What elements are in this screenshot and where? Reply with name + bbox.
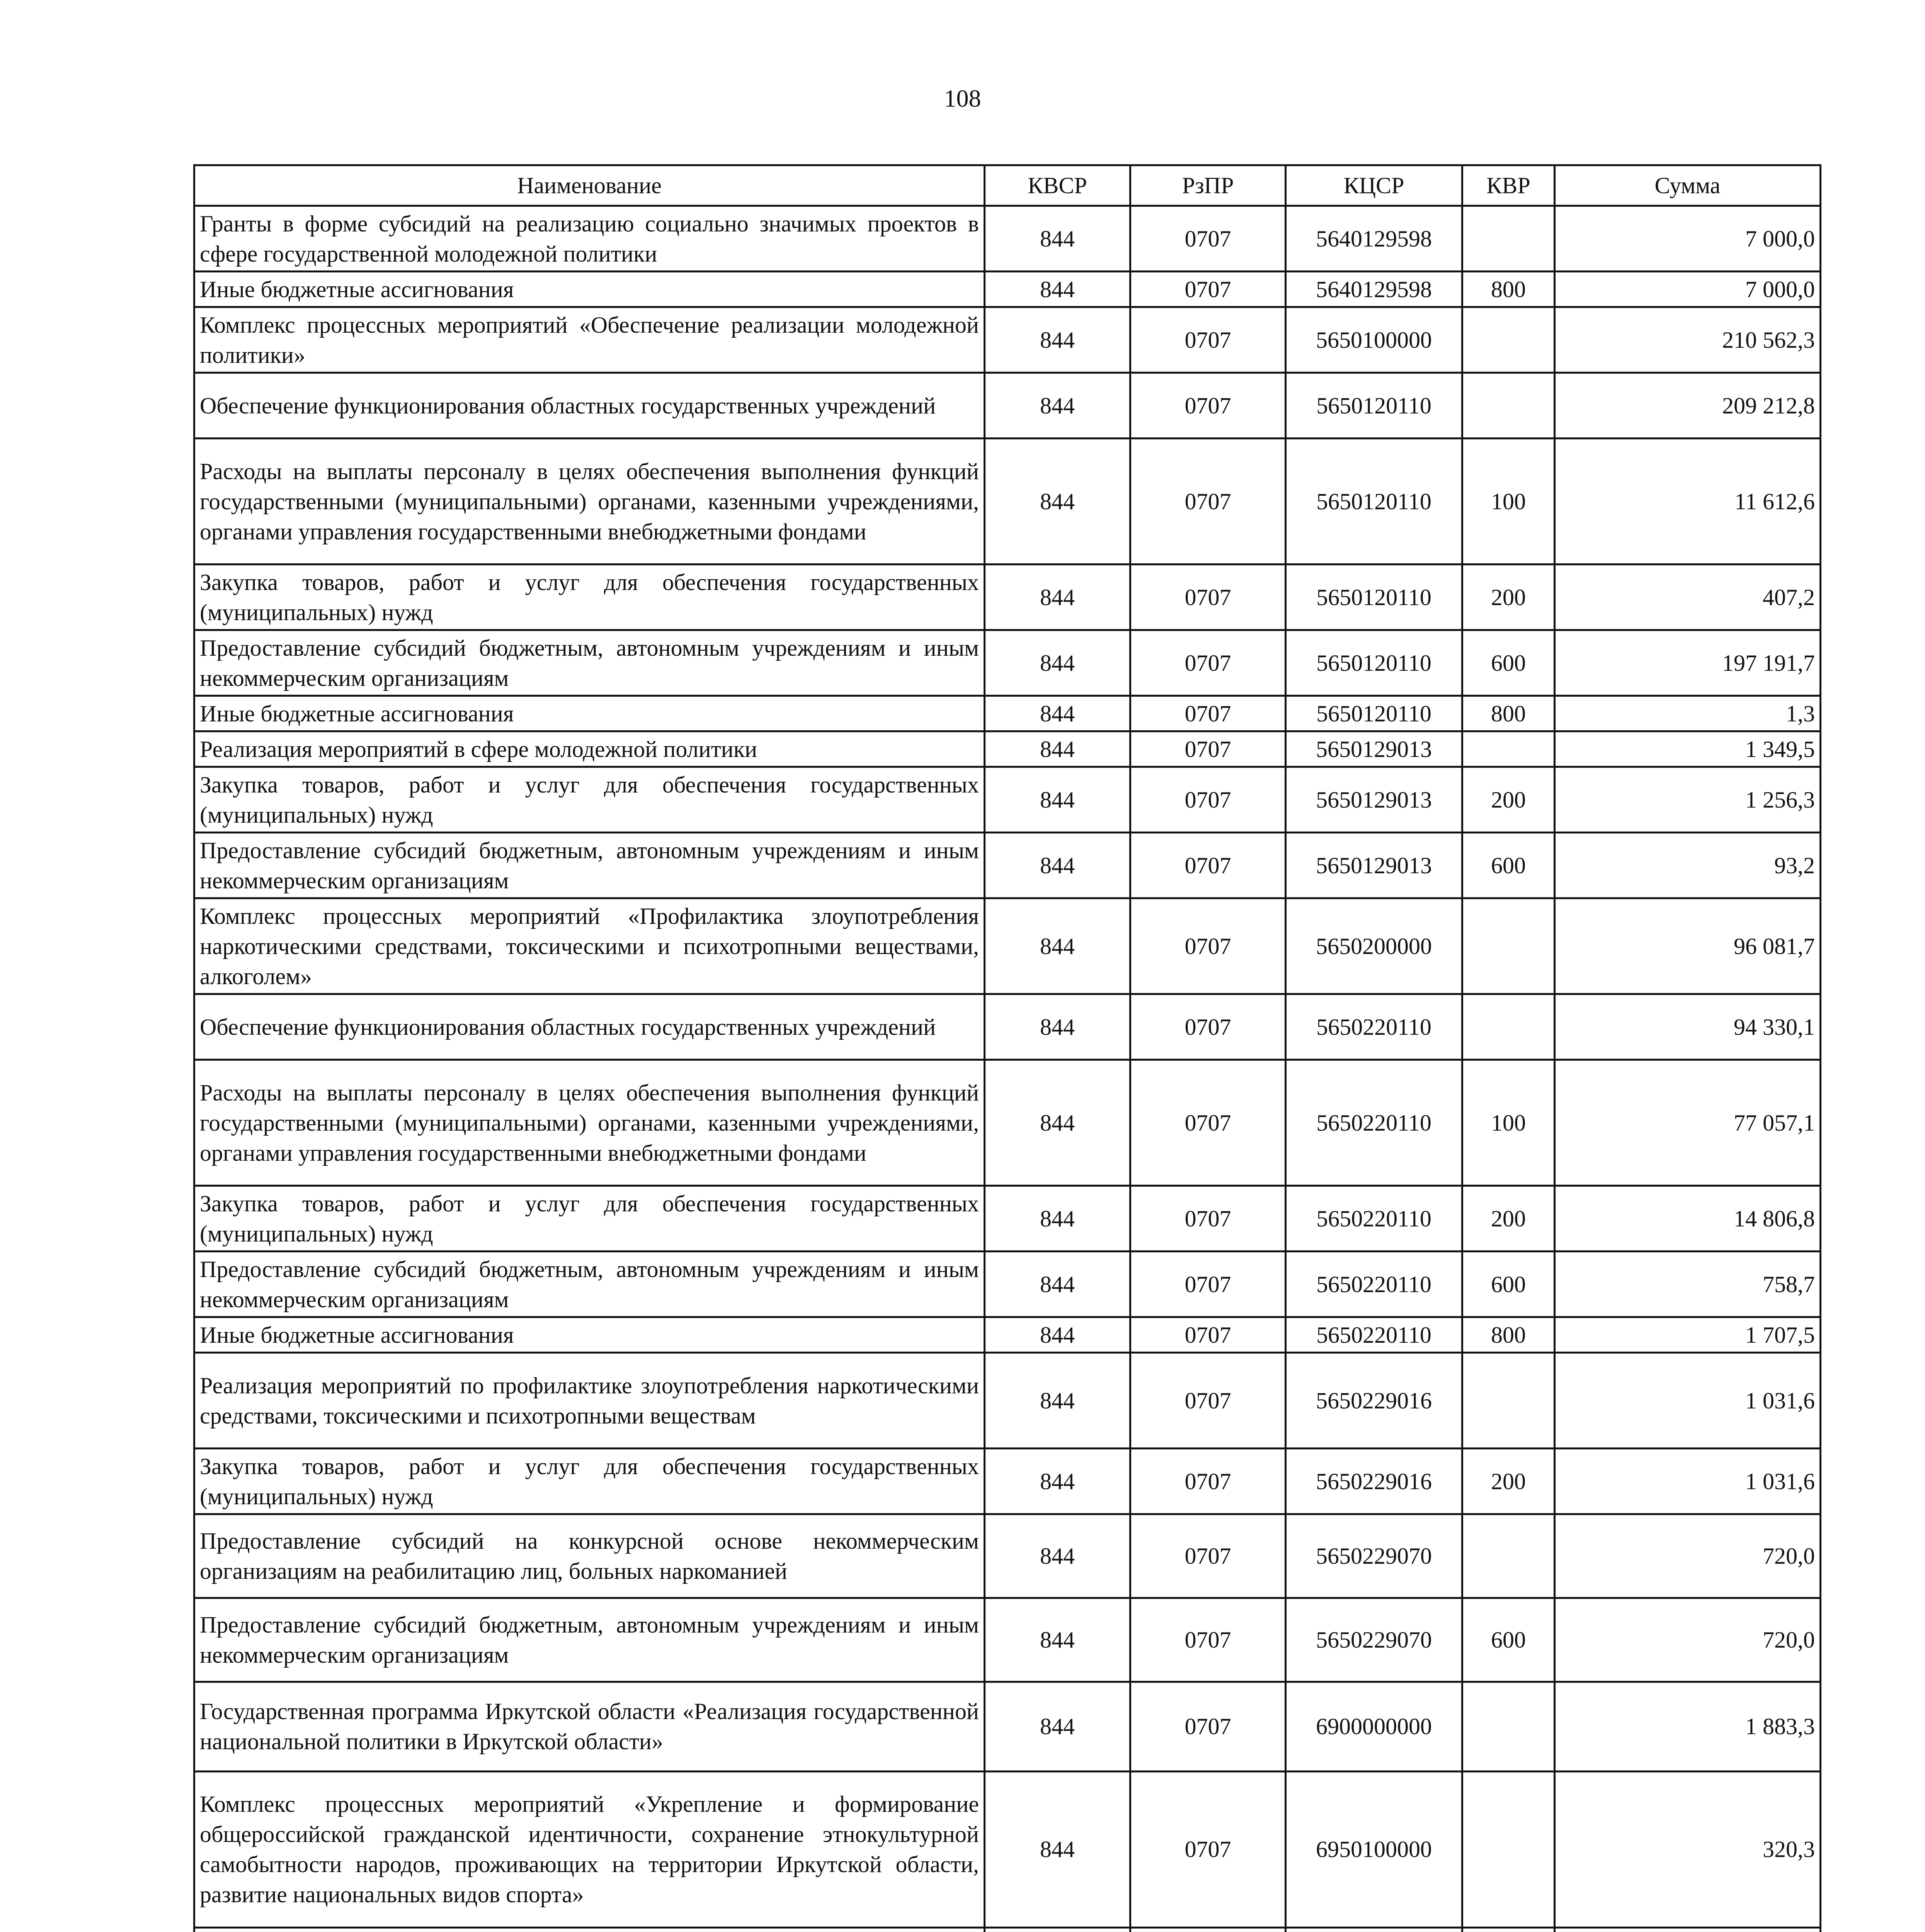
table-header-row bbox=[194, 165, 1821, 206]
column-header-kcsr: КЦСР bbox=[1286, 165, 1462, 206]
row-name-cell: Предоставление субсидий бюджетным, автономным учреждениям и иным некоммерческим организациям bbox=[194, 1598, 985, 1682]
row-kcsr-cell: 5650200000 bbox=[1286, 898, 1462, 994]
row-sum-cell: 1 883,3 bbox=[1555, 1682, 1821, 1771]
row-sum-cell: 720,0 bbox=[1555, 1514, 1821, 1598]
row-name-cell: Комплекс процессных мероприятий «Профилактика злоупотребления наркотическими средствами, токсическими и психотропными веществами, алкоголем» bbox=[194, 898, 985, 994]
row-kvsr-cell: 844 bbox=[985, 696, 1130, 731]
row-sum-cell: 77 057,1 bbox=[1555, 1060, 1821, 1186]
row-name-cell: Обеспечение функционирования областных государственных учреждений bbox=[194, 994, 985, 1060]
row-rzpr-cell: 0707 bbox=[1130, 1060, 1286, 1186]
row-rzpr-cell: 0707 bbox=[1130, 767, 1286, 833]
row-kcsr-cell: 5650120110 bbox=[1286, 373, 1462, 439]
row-kcsr-cell: 5650229016 bbox=[1286, 1353, 1462, 1449]
row-kvr-cell bbox=[1462, 1771, 1555, 1927]
row-kcsr-cell: 5640129598 bbox=[1286, 206, 1462, 272]
row-rzpr-cell: 0707 bbox=[1130, 373, 1286, 439]
row-kvsr-cell: 844 bbox=[985, 994, 1130, 1060]
row-kvsr-cell: 844 bbox=[985, 272, 1130, 307]
row-name-cell: Реализация мероприятий в сфере молодежной политики bbox=[194, 731, 985, 767]
row-name-cell: Комплекс процессных мероприятий «Укрепление и формирование общероссийской гражданской идентичности, сохранение этнокультурной самобытности народов, проживающих на территории Иркутской области, развитие национальных видов спорта» bbox=[194, 1771, 985, 1927]
table-row bbox=[194, 1514, 1821, 1598]
row-kvsr-cell: 844 bbox=[985, 1598, 1130, 1682]
row-sum-cell: 11 612,6 bbox=[1555, 439, 1821, 565]
row-rzpr-cell: 0707 bbox=[1130, 1186, 1286, 1252]
table-row bbox=[194, 898, 1821, 994]
row-kvsr-cell: 844 bbox=[985, 1060, 1130, 1186]
row-name-cell: Иные бюджетные ассигнования bbox=[194, 696, 985, 731]
row-kvsr-cell: 844 bbox=[985, 206, 1130, 272]
column-header-kvsr: КВСР bbox=[985, 165, 1130, 206]
row-name-cell: Иные бюджетные ассигнования bbox=[194, 1317, 985, 1353]
row-kvr-cell: 200 bbox=[1462, 767, 1555, 833]
row-kvr-cell: 200 bbox=[1462, 565, 1555, 630]
table-row bbox=[194, 373, 1821, 439]
row-sum-cell: 94 330,1 bbox=[1555, 994, 1821, 1060]
row-kcsr-cell: 5650229016 bbox=[1286, 1449, 1462, 1514]
row-kvr-cell bbox=[1462, 206, 1555, 272]
row-sum-cell: 1 031,6 bbox=[1555, 1353, 1821, 1449]
table-row bbox=[194, 833, 1821, 898]
table-row bbox=[194, 731, 1821, 767]
row-name-cell: Закупка товаров, работ и услуг для обеспечения государственных (муниципальных) нужд bbox=[194, 1449, 985, 1514]
table-row bbox=[194, 696, 1821, 731]
row-kvr-cell: 600 bbox=[1462, 833, 1555, 898]
row-rzpr-cell: 0707 bbox=[1130, 1353, 1286, 1449]
row-name-cell bbox=[194, 1927, 985, 1932]
row-kcsr-cell: 5650220110 bbox=[1286, 1317, 1462, 1353]
row-kvr-cell: 200 bbox=[1462, 1449, 1555, 1514]
row-name-cell: Закупка товаров, работ и услуг для обеспечения государственных (муниципальных) нужд bbox=[194, 565, 985, 630]
row-kvsr-cell: 844 bbox=[985, 630, 1130, 696]
row-name-cell: Предоставление субсидий на конкурсной основе некоммерческим организациям на реабилитацию лиц, больных наркоманией bbox=[194, 1514, 985, 1598]
row-rzpr-cell: 0707 bbox=[1130, 565, 1286, 630]
row-kcsr-cell: 6950100000 bbox=[1286, 1771, 1462, 1927]
row-rzpr-cell: 0707 bbox=[1130, 1771, 1286, 1927]
row-rzpr-cell: 0707 bbox=[1130, 1514, 1286, 1598]
table-row bbox=[194, 1353, 1821, 1449]
row-kvr-cell bbox=[1462, 994, 1555, 1060]
row-rzpr-cell: 0707 bbox=[1130, 833, 1286, 898]
row-kcsr-cell: 6900000000 bbox=[1286, 1682, 1462, 1771]
row-sum-cell: 720,0 bbox=[1555, 1598, 1821, 1682]
row-kvr-cell bbox=[1462, 373, 1555, 439]
row-kvsr-cell: 844 bbox=[985, 731, 1130, 767]
row-rzpr-cell: 0707 bbox=[1130, 439, 1286, 565]
row-sum-cell: 1 031,6 bbox=[1555, 1449, 1821, 1514]
row-kvr-cell: 600 bbox=[1462, 630, 1555, 696]
table-row bbox=[194, 767, 1821, 833]
row-kvsr-cell: 844 bbox=[985, 898, 1130, 994]
row-kvr-cell bbox=[1462, 1682, 1555, 1771]
row-name-cell: Предоставление субсидий бюджетным, автономным учреждениям и иным некоммерческим организациям bbox=[194, 833, 985, 898]
row-sum-cell: 210 562,3 bbox=[1555, 307, 1821, 373]
row-name-cell: Иные бюджетные ассигнования bbox=[194, 272, 985, 307]
row-sum-cell: 1 256,3 bbox=[1555, 767, 1821, 833]
row-kcsr-cell: 5650220110 bbox=[1286, 1060, 1462, 1186]
row-rzpr-cell: 0707 bbox=[1130, 307, 1286, 373]
row-kcsr-cell: 5650120110 bbox=[1286, 439, 1462, 565]
row-kvr-cell bbox=[1462, 1353, 1555, 1449]
table-row bbox=[194, 1252, 1821, 1317]
row-rzpr-cell: 0707 bbox=[1130, 1598, 1286, 1682]
row-sum-cell: 14 806,8 bbox=[1555, 1186, 1821, 1252]
row-rzpr-cell: 0707 bbox=[1130, 898, 1286, 994]
row-sum-cell: 93,2 bbox=[1555, 833, 1821, 898]
row-name-cell: Гранты в форме субсидий на реализацию социально значимых проектов в сфере государственной молодежной политики bbox=[194, 206, 985, 272]
row-name-cell: Закупка товаров, работ и услуг для обеспечения государственных (муниципальных) нужд bbox=[194, 1186, 985, 1252]
row-sum-cell: 7 000,0 bbox=[1555, 272, 1821, 307]
row-kcsr-cell: 5650120110 bbox=[1286, 630, 1462, 696]
column-header-kvr: КВР bbox=[1462, 165, 1555, 206]
row-name-cell: Расходы на выплаты персоналу в целях обеспечения выполнения функций государственными (муниципальными) органами, казенными учреждениями, органами управления государственными внебюджетными фондами bbox=[194, 439, 985, 565]
table-row bbox=[194, 1186, 1821, 1252]
row-kvsr-cell: 844 bbox=[985, 1317, 1130, 1353]
row-kvr-cell: 800 bbox=[1462, 272, 1555, 307]
budget-table bbox=[193, 164, 1821, 1932]
table-row bbox=[194, 307, 1821, 373]
table-row bbox=[194, 1060, 1821, 1186]
row-name-cell: Предоставление субсидий бюджетным, автономным учреждениям и иным некоммерческим организациям bbox=[194, 630, 985, 696]
row-kcsr-cell: 5650120110 bbox=[1286, 696, 1462, 731]
row-kcsr-cell bbox=[1286, 1927, 1462, 1932]
row-kvsr-cell: 844 bbox=[985, 307, 1130, 373]
row-name-cell: Закупка товаров, работ и услуг для обеспечения государственных (муниципальных) нужд bbox=[194, 767, 985, 833]
row-kvsr-cell: 844 bbox=[985, 1252, 1130, 1317]
row-kvsr-cell: 844 bbox=[985, 1514, 1130, 1598]
row-kvsr-cell: 844 bbox=[985, 1353, 1130, 1449]
table-row bbox=[194, 1598, 1821, 1682]
row-name-cell: Реализация мероприятий по профилактике злоупотребления наркотическими средствами, токсическими и психотропными веществам bbox=[194, 1353, 985, 1449]
row-kvsr-cell: 844 bbox=[985, 767, 1130, 833]
row-kvr-cell: 800 bbox=[1462, 1317, 1555, 1353]
row-rzpr-cell: 0707 bbox=[1130, 630, 1286, 696]
column-header-rzpr: РзПР bbox=[1130, 165, 1286, 206]
row-kvsr-cell: 844 bbox=[985, 1771, 1130, 1927]
row-kvsr-cell: 844 bbox=[985, 565, 1130, 630]
row-rzpr-cell bbox=[1130, 1927, 1286, 1932]
row-sum-cell: 1,3 bbox=[1555, 696, 1821, 731]
column-header-name: Наименование bbox=[194, 165, 985, 206]
table-row bbox=[194, 439, 1821, 565]
row-name-cell: Обеспечение функционирования областных государственных учреждений bbox=[194, 373, 985, 439]
row-kvsr-cell: 844 bbox=[985, 1682, 1130, 1771]
table-row bbox=[194, 565, 1821, 630]
row-kcsr-cell: 5650229070 bbox=[1286, 1598, 1462, 1682]
row-kvsr-cell: 844 bbox=[985, 439, 1130, 565]
row-sum-cell: 758,7 bbox=[1555, 1252, 1821, 1317]
row-kvr-cell bbox=[1462, 1514, 1555, 1598]
row-sum-cell: 209 212,8 bbox=[1555, 373, 1821, 439]
table-row bbox=[194, 206, 1821, 272]
row-sum-cell: 407,2 bbox=[1555, 565, 1821, 630]
row-kcsr-cell: 5650220110 bbox=[1286, 1186, 1462, 1252]
row-kvsr-cell: 844 bbox=[985, 1449, 1130, 1514]
row-sum-cell bbox=[1555, 1927, 1821, 1932]
row-kvsr-cell bbox=[985, 1927, 1130, 1932]
column-header-sum: Сумма bbox=[1555, 165, 1821, 206]
row-sum-cell: 7 000,0 bbox=[1555, 206, 1821, 272]
row-sum-cell: 197 191,7 bbox=[1555, 630, 1821, 696]
row-rzpr-cell: 0707 bbox=[1130, 1449, 1286, 1514]
row-name-cell: Комплекс процессных мероприятий «Обеспечение реализации молодежной политики» bbox=[194, 307, 985, 373]
row-rzpr-cell: 0707 bbox=[1130, 1252, 1286, 1317]
table-row bbox=[194, 1927, 1821, 1932]
row-rzpr-cell: 0707 bbox=[1130, 1682, 1286, 1771]
row-kcsr-cell: 5650129013 bbox=[1286, 767, 1462, 833]
row-rzpr-cell: 0707 bbox=[1130, 696, 1286, 731]
table-row bbox=[194, 630, 1821, 696]
row-kcsr-cell: 5650100000 bbox=[1286, 307, 1462, 373]
row-kvsr-cell: 844 bbox=[985, 833, 1130, 898]
row-kvr-cell bbox=[1462, 307, 1555, 373]
row-kvr-cell: 800 bbox=[1462, 696, 1555, 731]
row-sum-cell: 320,3 bbox=[1555, 1771, 1821, 1927]
row-kcsr-cell: 5650220110 bbox=[1286, 1252, 1462, 1317]
row-rzpr-cell: 0707 bbox=[1130, 206, 1286, 272]
row-rzpr-cell: 0707 bbox=[1130, 1317, 1286, 1353]
row-kcsr-cell: 5650229070 bbox=[1286, 1514, 1462, 1598]
row-name-cell: Государственная программа Иркутской области «Реализация государственной национальной политики в Иркутской области» bbox=[194, 1682, 985, 1771]
row-kvr-cell: 600 bbox=[1462, 1598, 1555, 1682]
row-kcsr-cell: 5650129013 bbox=[1286, 731, 1462, 767]
row-kvr-cell: 600 bbox=[1462, 1252, 1555, 1317]
row-kcsr-cell: 5640129598 bbox=[1286, 272, 1462, 307]
table-row bbox=[194, 1449, 1821, 1514]
row-kvr-cell: 200 bbox=[1462, 1186, 1555, 1252]
table-row bbox=[194, 1682, 1821, 1771]
table-row bbox=[194, 1771, 1821, 1927]
row-kvr-cell bbox=[1462, 731, 1555, 767]
row-kvr-cell: 100 bbox=[1462, 439, 1555, 565]
table-row bbox=[194, 272, 1821, 307]
row-kvsr-cell: 844 bbox=[985, 373, 1130, 439]
row-name-cell: Предоставление субсидий бюджетным, автономным учреждениям и иным некоммерческим организациям bbox=[194, 1252, 985, 1317]
row-rzpr-cell: 0707 bbox=[1130, 272, 1286, 307]
row-kvr-cell bbox=[1462, 1927, 1555, 1932]
row-kcsr-cell: 5650120110 bbox=[1286, 565, 1462, 630]
row-kcsr-cell: 5650220110 bbox=[1286, 994, 1462, 1060]
row-name-cell: Расходы на выплаты персоналу в целях обеспечения выполнения функций государственными (муниципальными) органами, казенными учреждениями, органами управления государственными внебюджетными фондами bbox=[194, 1060, 985, 1186]
row-kvr-cell bbox=[1462, 898, 1555, 994]
row-kvsr-cell: 844 bbox=[985, 1186, 1130, 1252]
row-sum-cell: 1 707,5 bbox=[1555, 1317, 1821, 1353]
row-rzpr-cell: 0707 bbox=[1130, 731, 1286, 767]
row-sum-cell: 96 081,7 bbox=[1555, 898, 1821, 994]
page-number: 108 bbox=[944, 85, 981, 112]
row-sum-cell: 1 349,5 bbox=[1555, 731, 1821, 767]
row-kvr-cell: 100 bbox=[1462, 1060, 1555, 1186]
table-row bbox=[194, 1317, 1821, 1353]
row-kcsr-cell: 5650129013 bbox=[1286, 833, 1462, 898]
row-rzpr-cell: 0707 bbox=[1130, 994, 1286, 1060]
table-row bbox=[194, 994, 1821, 1060]
